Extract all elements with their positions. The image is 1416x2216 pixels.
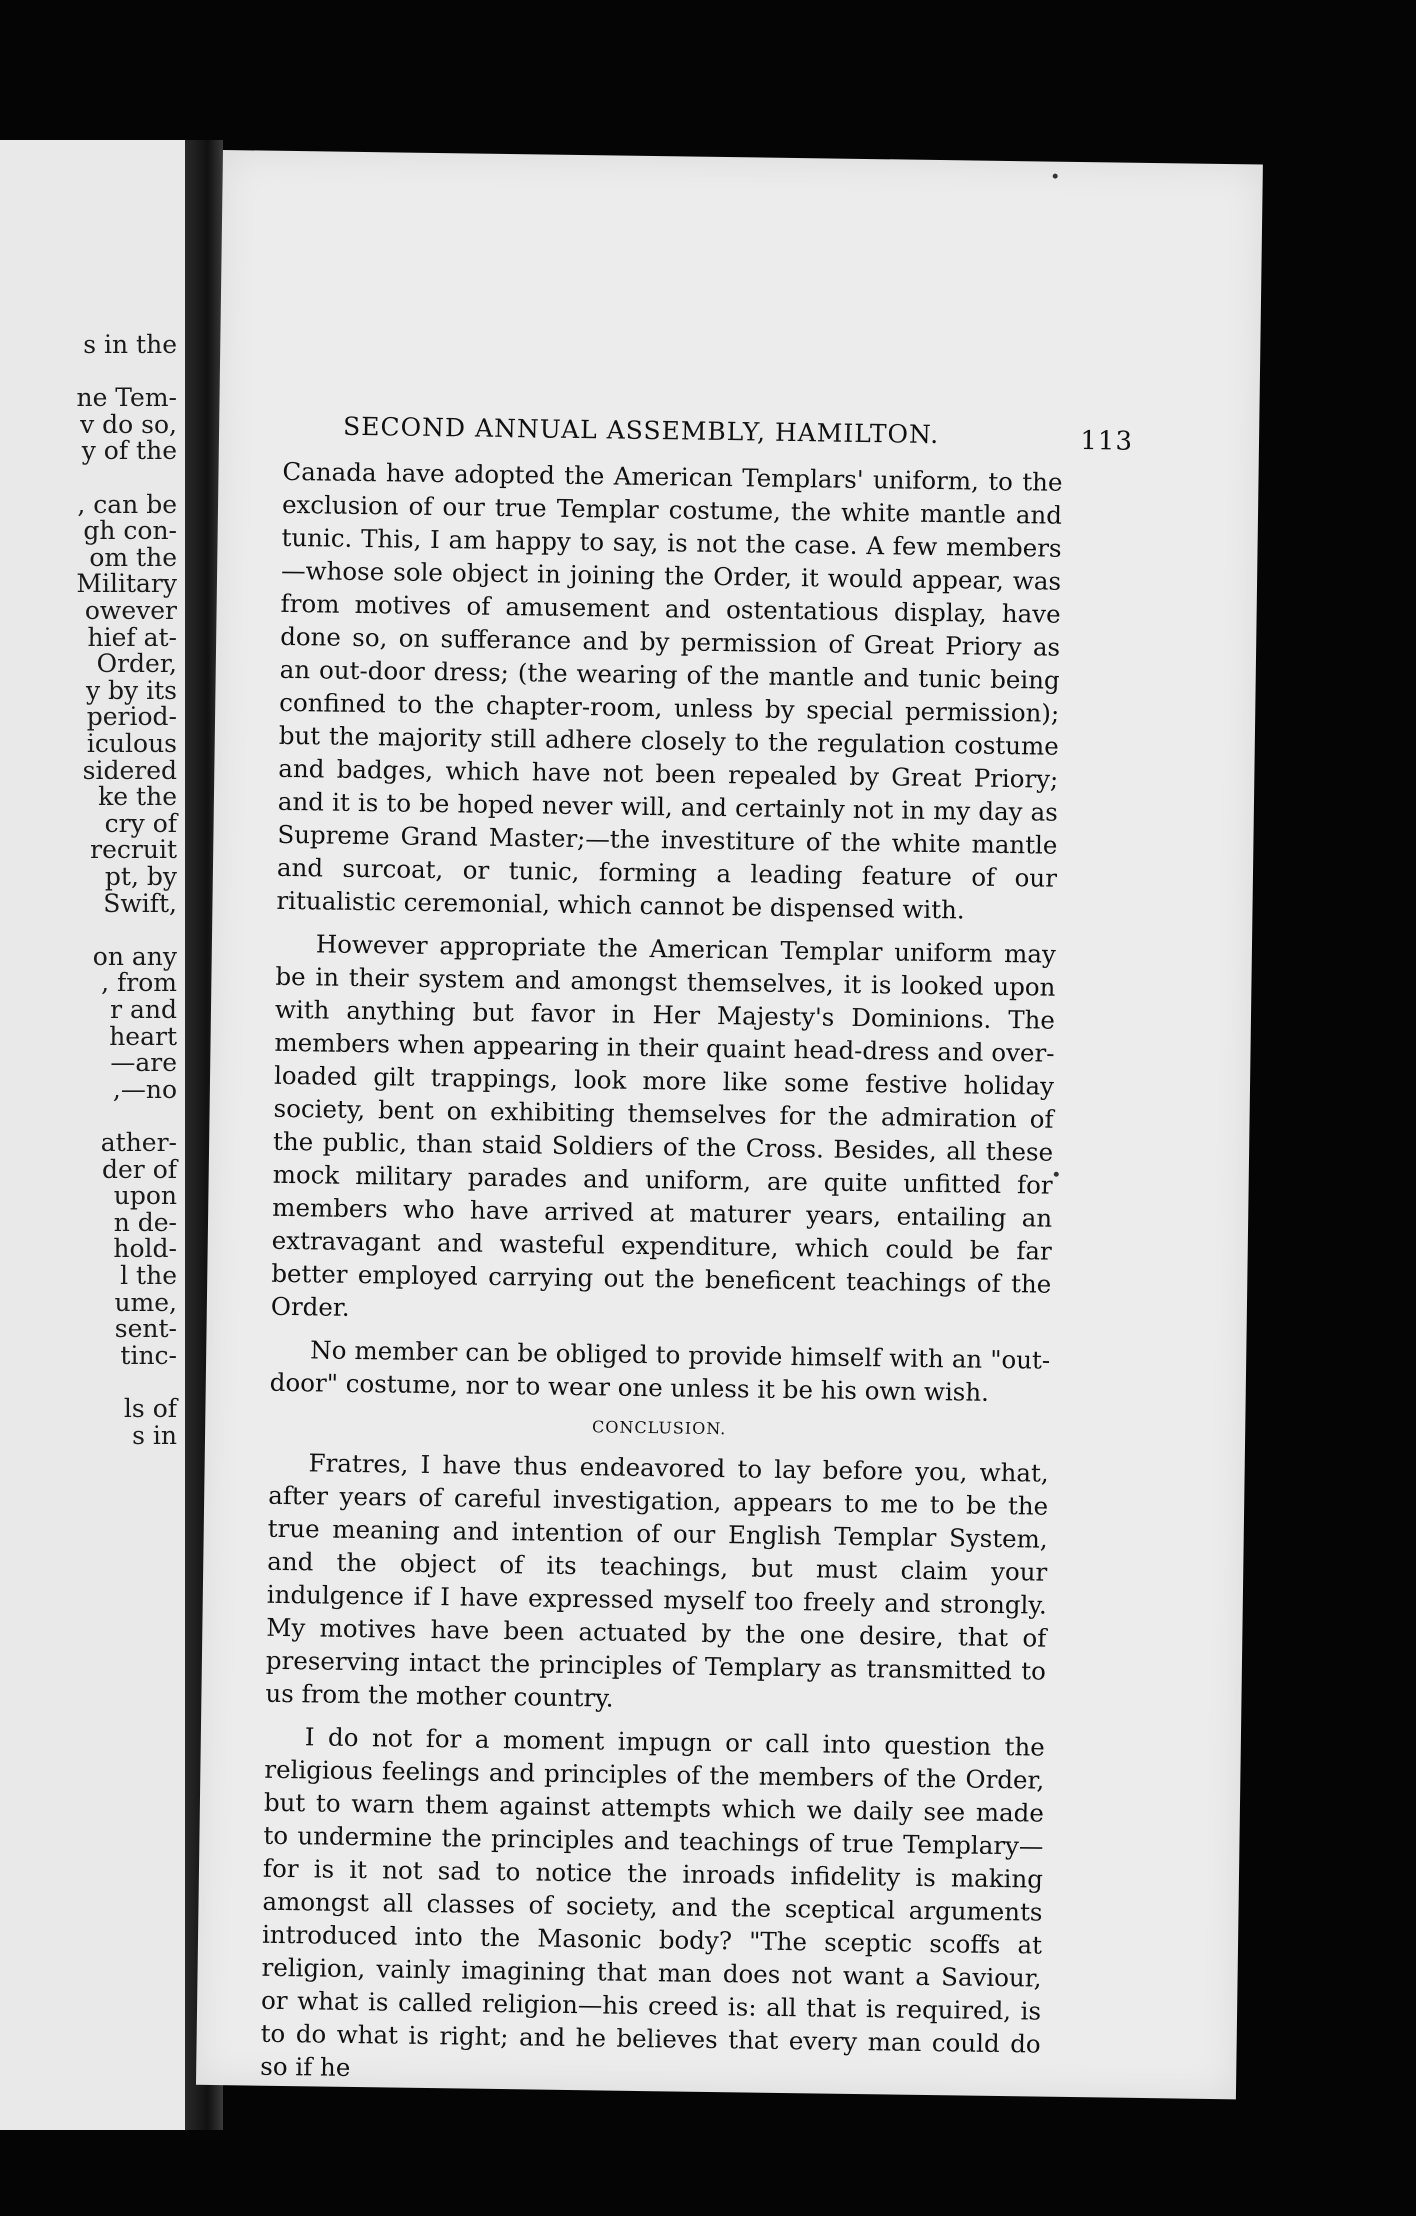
left-page-line: , from [101, 968, 177, 998]
left-page-line: hief at- [87, 622, 177, 652]
left-page-line: s in [132, 1420, 177, 1450]
header-title: SECOND ANNUAL ASSEMBLY, HAMILTON. [342, 411, 940, 450]
paragraph-uniform: Canada have adopted the American Templars' uniform, to the exclusion of our true Templar costume, the white mantle and tunic. This, I am happy to say, is not the case. A few members—whose sole object in joining the Order, it would appear, was from motives of amusement and ostentatious display, have done so, on sufferance and by permission of Great Priory as an out-door dress; (the wearing of the mantle and tunic being confined to the chapter-room, unless by special permission); but the majority still adhere closely to the regulation costume and badges, which have not been repealed by Great Priory; and it is to be hoped never will, and certainly not in my day as Supreme Grand Master;—the investiture of the white mantle and surcoat, or tunic, forming a leading feature of our ritualistic ceremonial, which cannot be dispensed with. [276, 456, 1063, 925]
left-page-line: owever [84, 596, 177, 625]
left-page-fragment [0, 140, 185, 2130]
left-page-line: cry of [104, 808, 177, 838]
left-page-line: Military [76, 569, 177, 599]
left-page-line: on any [92, 941, 177, 971]
left-page-line: sidered [82, 755, 177, 785]
left-page-line: ke the [98, 782, 177, 812]
left-page-line: iculous [86, 729, 177, 758]
left-page-line: ne Tem- [76, 383, 177, 413]
paragraph-religion: I do not for a moment impugn or call into question the religious feelings and principles of the members of the Order, but to warn them against attempts which we daily see made to undermine the principles and teachings of true Templary—for is it not sad to notice the inroads infidelity is making amongst all classes of society, and the sceptical arguments introduced into the Masonic body? "The sceptic scoffs at religion, vainly imagining that man does not want a Saviour, or what is called religion—his creed is: all that is required, is to do what is right; and he believes that every man could do so if he [260, 1722, 1045, 2082]
left-page-text [0, 140, 185, 2130]
left-page-line: s in the [83, 330, 177, 359]
left-page-line: ather- [100, 1128, 177, 1157]
left-page-line: tinc- [120, 1340, 177, 1370]
paragraph-american-uniform: However appropriate the American Templar uniform may be in their system and amongst themselves, it is looked upon with anything but favor in Her Majesty's Dominions. The members when appearing in their quaint head-dress and over-loaded gilt trappings, look more like some festive holiday society, bent on exhibiting themselves for the admiration of the public, than staid Soldiers of the Cross. Besides, all these mock military parades and uniform, are quite unfitted for members who have arrived at maturer years, entailing an extravagant and wasteful expenditure, which could be far better employed carrying out the beneficent teachings of the Order. [270, 929, 1057, 1322]
left-page-line: y by its [85, 675, 177, 705]
left-page-line: n de- [113, 1207, 177, 1237]
paper-speck [1053, 174, 1058, 179]
page-number: 113 [1080, 426, 1134, 457]
section-heading: CONCLUSION. [591, 1417, 727, 1439]
left-page-line: v do so, [80, 409, 177, 439]
left-page-line: der of [102, 1154, 177, 1184]
left-page-line: r and [110, 995, 177, 1024]
left-page-line: , can be [77, 489, 177, 519]
left-page-line: sent- [114, 1314, 177, 1344]
left-page-line: Order, [96, 649, 177, 679]
left-page-line: ls of [123, 1394, 177, 1423]
left-page-line: hold- [113, 1234, 177, 1264]
left-page-line: —are [110, 1048, 177, 1078]
left-page-line: ,—no [112, 1074, 177, 1104]
main-page [196, 150, 1263, 2099]
left-page-line: period- [86, 702, 177, 732]
left-page-line: ume, [114, 1287, 177, 1317]
left-page-line: l the [120, 1261, 177, 1290]
paper-speck [1054, 1172, 1059, 1177]
page-content [260, 411, 1134, 2104]
paragraph-outdoor-costume: No member can be obliged to provide himself with an "out-door" costume, nor to wear one unless it be his own wish. [269, 1335, 1051, 1407]
left-page-line: upon [113, 1181, 177, 1211]
left-page-line: heart [109, 1021, 177, 1051]
left-page-line: y of the [81, 436, 177, 466]
left-page-line: recruit [90, 835, 177, 865]
left-page-line: Swift, [103, 888, 177, 918]
paragraph-conclusion: Fratres, I have thus endeavored to lay before you, what, after years of careful investigation, appears to me to be the true meaning and intention of our English Templar System, and the object of its teachings, but must claim your indulgence if I have expressed myself too freely and strongly. My motives have been actuated by the one desire, that of preserving intact the principles of Templary as transmitted to us from the mother country. [265, 1448, 1049, 1713]
left-page-line: om the [89, 542, 177, 572]
left-page-line: pt, by [104, 862, 177, 891]
left-page-line: gh con- [83, 516, 177, 546]
